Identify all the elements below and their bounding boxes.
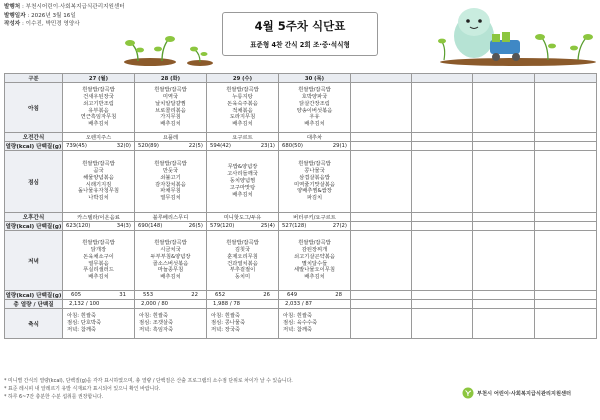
- dinner-cell: [279, 231, 351, 291]
- protein-value: 27(2): [332, 223, 347, 229]
- total-label: 총 열량 / 단백질: [5, 300, 63, 309]
- nutrition-cell: [63, 142, 135, 151]
- empty-cell: [351, 222, 412, 231]
- snack-cell: 요구르트: [207, 133, 279, 142]
- menu-item: 우유: [309, 114, 320, 121]
- menu-item: 건과열치볶음: [227, 260, 258, 267]
- porridge-item: 저녁: 장국죽: [211, 327, 241, 334]
- empty-cell: [535, 231, 597, 291]
- porridge-item: 점심: 조갯살죽: [139, 319, 174, 326]
- author-label: 작성자: [4, 21, 21, 27]
- author: 이수진, 박민경 영양사: [25, 21, 80, 27]
- nutrition-cell: [63, 291, 135, 300]
- menu-item: 곰국: [93, 167, 104, 174]
- menu-item: 마늘종무침: [157, 267, 184, 274]
- menu-item: 흰쌀밥/잡곡밥: [226, 239, 259, 246]
- breakfast-cell: [207, 83, 279, 133]
- kcal-value: 739(45): [66, 143, 87, 149]
- sprout-illustration-mid: [185, 44, 215, 66]
- kcal-value: 594(42): [210, 143, 231, 149]
- total-row: [5, 300, 597, 309]
- celebration-cell: [279, 309, 351, 339]
- empty-cell: [351, 83, 412, 133]
- title-box: [222, 12, 378, 56]
- empty-cell: [473, 83, 535, 133]
- center-logo: [462, 387, 571, 399]
- menu-item: 세발나물오이무침: [294, 267, 335, 274]
- menu-item: 시금치국: [160, 246, 181, 253]
- menu-item: 해물양념볶음: [83, 174, 114, 181]
- menu-item: 감자참치볶음: [155, 181, 186, 188]
- empty-cell: [412, 222, 473, 231]
- menu-item: 흰쌀밥/잡곡밥: [298, 86, 331, 93]
- menu-item: 멸치달수들: [301, 260, 328, 267]
- kcal-value: 690(148): [138, 223, 163, 229]
- menu-item: 미역국: [162, 93, 179, 100]
- menu-item: 배추김치: [304, 121, 325, 128]
- empty-cell: [351, 142, 412, 151]
- total-cell: 2,033 / 87: [279, 300, 351, 309]
- empty-cell: [412, 133, 473, 142]
- kcal-value: 649: [287, 292, 298, 298]
- nutrition-cell: [207, 222, 279, 231]
- breakfast-cell: [279, 83, 351, 133]
- nutrition-cell: [135, 222, 207, 231]
- sprout-illustration-left: [120, 28, 180, 66]
- day-header: 28 (화): [135, 74, 207, 83]
- menu-item: 흰쌀밥/잡곡밥: [154, 86, 187, 93]
- lunch-label: 점심: [5, 151, 63, 213]
- total-cell: 1,988 / 78: [207, 300, 279, 309]
- total-cell: 2,132 / 100: [63, 300, 135, 309]
- empty-cell: [351, 213, 412, 222]
- menu-item: 브로콜리볶음: [155, 107, 186, 114]
- menu-item: 흰쌀밥/잡곡밥: [82, 239, 115, 246]
- menu-item: 파채무침: [160, 188, 181, 195]
- porridge-item: 점심: 단호박죽: [67, 319, 102, 326]
- lunch-cell: [207, 151, 279, 213]
- porridge-item: 저녁: 참깨죽: [67, 327, 97, 334]
- empty-cell: [535, 133, 597, 142]
- pm-snack-label: 오후간식: [5, 213, 63, 222]
- nutrition-cell: [279, 222, 351, 231]
- menu-item: 배추김치: [160, 274, 181, 281]
- publisher-label: 발행처: [4, 4, 21, 10]
- menu-item: 김칫국: [234, 246, 251, 253]
- empty-cell: [535, 151, 597, 213]
- nutrition-cell: [135, 142, 207, 151]
- menu-item: 흰쌀밥/잡곡밥: [154, 239, 187, 246]
- kcal-value: 579(120): [210, 223, 235, 229]
- day-header-row: [5, 74, 597, 83]
- lunch-cell: [279, 151, 351, 213]
- protein-value: 28: [335, 292, 342, 298]
- empty-cell: [535, 213, 597, 222]
- menu-item: 적채볶음: [232, 107, 253, 114]
- empty-cell: [412, 83, 473, 133]
- menu-item: 배추김치: [232, 191, 253, 198]
- menu-item: 열무볶음: [88, 260, 109, 267]
- center-name: 부천시 어린이·사회복지급식관리지원센터: [477, 390, 571, 397]
- menu-item: 흰쌀밥/잡곡밥: [298, 160, 331, 167]
- kcal-value: 527(128): [282, 223, 307, 229]
- nutrition-cell: [135, 291, 207, 300]
- dinner-nutrition-row: [5, 291, 597, 300]
- menu-item: 배추김치: [160, 121, 181, 128]
- porridge-item: 점심: 콩나물죽: [211, 319, 246, 326]
- menu-item: 배추김치: [88, 274, 109, 281]
- menu-item: 배추김치: [232, 121, 253, 128]
- protein-value: 31: [119, 292, 126, 298]
- empty-cell: [473, 300, 535, 309]
- empty-cell: [535, 222, 597, 231]
- menu-item: 쇠불고기: [160, 174, 181, 181]
- empty-cell: [535, 142, 597, 151]
- am-snack-row: [5, 133, 597, 142]
- empty-cell: [351, 300, 412, 309]
- empty-day-header: [412, 74, 473, 83]
- empty-cell: [473, 151, 535, 213]
- total-cell: 2,000 / 80: [135, 300, 207, 309]
- menu-item: 배추김치: [88, 121, 109, 128]
- lunch-cell: [135, 151, 207, 213]
- menu-item: 도라지무침: [229, 114, 256, 121]
- menu-item: 동치양념찜: [229, 178, 256, 185]
- celebration-cell: [135, 309, 207, 339]
- menu-item: 돌나물유자청무침: [78, 188, 119, 195]
- breakfast-nutrition-row: [5, 142, 597, 151]
- empty-cell: [351, 291, 412, 300]
- empty-cell: [535, 291, 597, 300]
- kcal-value: 652: [215, 292, 226, 298]
- menu-item: 건새우된장국: [83, 93, 114, 100]
- nutrition-cell: [279, 142, 351, 151]
- kcal-value: 553: [143, 292, 154, 298]
- day-header: 27 (월): [63, 74, 135, 83]
- menu-item: 부추겉절이: [229, 267, 256, 274]
- kcal-value: 680(50): [282, 143, 303, 149]
- menu-item: 양배추찜&쌈장: [297, 188, 332, 195]
- menu-item: 쇠고기반조림: [83, 100, 114, 107]
- menu-item: 배추김치: [304, 274, 325, 281]
- footnote: * 표준 레시피 내 알레르기 유발 식재료가 표시되어 있으니 확인 바랍니다.: [4, 386, 161, 392]
- porridge-item: 저녁: 흑임자죽: [139, 327, 174, 334]
- empty-day-header: [351, 74, 412, 83]
- breakfast-row: [5, 83, 597, 133]
- snack-cell: 대추차: [279, 133, 351, 142]
- menu-item: 흰쌀밥/잡곡밥: [154, 160, 187, 167]
- empty-cell: [535, 83, 597, 133]
- celebration-label: 축식: [5, 309, 63, 339]
- menu-item: 닭살간장조림: [299, 100, 330, 107]
- menu-item: 돈육숙주볶음: [227, 100, 258, 107]
- empty-cell: [473, 142, 535, 151]
- snack-cell: 버터쿠키/요구르트: [279, 213, 351, 222]
- menu-item: 가지무침: [160, 114, 181, 121]
- menu-item: 열무김치: [160, 195, 181, 202]
- porridge-item: 아침: 흰쌀죽: [211, 312, 241, 319]
- empty-cell: [412, 300, 473, 309]
- porridge-item: 점심: 육수수죽: [283, 319, 318, 326]
- empty-cell: [412, 151, 473, 213]
- footnotes: [4, 377, 293, 401]
- page-subtitle: 표준형 4찬 간식 2회 조·중·석식형: [250, 41, 350, 49]
- menu-item: 훈제오리무침: [227, 253, 258, 260]
- empty-cell: [535, 300, 597, 309]
- menu-item: 쇠고기살곤약볶음: [294, 253, 335, 260]
- footnote: * 하루 6~7잔 충분한 수분 섭취를 권장합니다.: [4, 394, 104, 400]
- protein-value: 29(1): [332, 143, 347, 149]
- empty-cell: [412, 291, 473, 300]
- snack-cell: 카스텔라/이온음료: [63, 213, 135, 222]
- dinner-cell: [135, 231, 207, 291]
- am-snack-label: 오전간식: [5, 133, 63, 142]
- menu-item: 양송이버섯볶음: [296, 107, 333, 114]
- empty-cell: [473, 309, 535, 339]
- empty-cell: [412, 213, 473, 222]
- empty-cell: [473, 133, 535, 142]
- menu-item: 연근흑임자무침: [80, 114, 117, 121]
- menu-item: 푸실리샐러드: [83, 267, 114, 274]
- empty-cell: [351, 151, 412, 213]
- breakfast-cell: [135, 83, 207, 133]
- empty-cell: [535, 309, 597, 339]
- nutrition-cell: [207, 291, 279, 300]
- publish-date: 2026년 3월 16일: [31, 12, 76, 19]
- center-logo-icon: [462, 387, 474, 399]
- page-title: 4월 5주차 식단표: [254, 19, 346, 33]
- publication-info: 발행처 : 부천시어린이·사회복지급식관리지원센터 발행일자 : 2026년 3월 16일 작성자 : 이수진, 박민경 영양사: [4, 4, 125, 27]
- protein-value: 25(4): [260, 223, 275, 229]
- breakfast-cell: [63, 83, 135, 133]
- menu-item: 돈육채소구이: [83, 253, 114, 260]
- porridge-item: 아침: 흰쌀죽: [67, 312, 97, 319]
- protein-value: 32(0): [116, 143, 131, 149]
- empty-cell: [412, 231, 473, 291]
- menu-item: 감된장찌개: [301, 246, 328, 253]
- menu-item: 누룽지탕: [232, 93, 253, 100]
- menu-item: 흰쌀밥/잡곡밥: [226, 86, 259, 93]
- snack-cell: 미니핫도그/두유: [207, 213, 279, 222]
- celebration-cell: [63, 309, 135, 339]
- menu-item: 고사리들깨국: [227, 171, 258, 178]
- nutrition-label: 열량(kcal) 단백질(g): [5, 222, 63, 231]
- empty-cell: [351, 133, 412, 142]
- protein-value: 22: [191, 292, 198, 298]
- lunch-cell: [63, 151, 135, 213]
- protein-value: 22(5): [188, 143, 203, 149]
- celebration-cell: [207, 309, 279, 339]
- publisher: 부천시어린이·사회복지급식관리지원센터: [25, 4, 125, 10]
- menu-item: 시래기지짐: [85, 181, 112, 188]
- snack-cell: 오렌지주스: [63, 133, 135, 142]
- menu-item: 만둣국: [162, 167, 179, 174]
- kcal-value: 520(89): [138, 143, 159, 149]
- menu-item: 두부부침&양념장: [150, 253, 191, 260]
- kcal-value: 623(120): [66, 223, 91, 229]
- menu-item: 닭개장: [90, 246, 107, 253]
- pm-snack-row: [5, 213, 597, 222]
- breakfast-label: 아침: [5, 83, 63, 133]
- menu-item: 호박양파국: [301, 93, 328, 100]
- snack-cell: 블루베리스무디: [135, 213, 207, 222]
- menu-item: 삼겹살볶음밥: [299, 174, 330, 181]
- menu-item: 미역줄기맛살볶음: [294, 181, 335, 188]
- day-header: 29 (수): [207, 74, 279, 83]
- dinner-cell: [207, 231, 279, 291]
- empty-cell: [412, 142, 473, 151]
- weekly-menu-table: [4, 73, 597, 339]
- protein-value: 34(3): [116, 223, 131, 229]
- protein-value: 23(1): [260, 143, 275, 149]
- protein-value: 26(5): [188, 223, 203, 229]
- menu-item: 파김치: [306, 195, 323, 202]
- lunch-row: [5, 151, 597, 213]
- footnote: * 미니별 간식의 열량(kcal), 단백질(g)을 각각 표시하였으며, 총 열량 / 단백질은 산출 프로그램의 소수점 단위로 차이가 날 수 있습니다.: [4, 378, 293, 384]
- empty-cell: [412, 309, 473, 339]
- day-header: 30 (목): [279, 74, 351, 83]
- menu-item: 유부볶음: [88, 107, 109, 114]
- nutrition-cell: [207, 142, 279, 151]
- header: [0, 0, 600, 66]
- empty-cell: [351, 309, 412, 339]
- empty-cell: [351, 231, 412, 291]
- porridge-item: 아침: 흰쌀죽: [139, 312, 169, 319]
- empty-cell: [473, 291, 535, 300]
- nutrition-cell: [63, 222, 135, 231]
- menu-item: 흰쌀밥/잡곡밥: [82, 86, 115, 93]
- nutrition-cell: [279, 291, 351, 300]
- dinner-label: 저녁: [5, 231, 63, 291]
- menu-item: 동치미: [234, 274, 251, 281]
- menu-item: 흰쌀밥/잡곡밥: [298, 239, 331, 246]
- porridge-item: 저녁: 참깨죽: [283, 327, 313, 334]
- kcal-value: 605: [71, 292, 82, 298]
- lunch-nutrition-row: [5, 222, 597, 231]
- empty-day-header: [473, 74, 535, 83]
- dinner-row: [5, 231, 597, 291]
- menu-item: 골소스버섯볶음: [152, 260, 189, 267]
- protein-value: 26: [263, 292, 270, 298]
- corner-cell: 구분: [5, 74, 63, 83]
- snack-cell: 요플레: [135, 133, 207, 142]
- menu-item: 무밥&양념장: [227, 164, 258, 171]
- empty-cell: [473, 222, 535, 231]
- dinner-cell: [63, 231, 135, 291]
- date-label: 발행일자: [4, 12, 26, 19]
- mascot-illustration: [438, 2, 598, 66]
- menu-item: 흰쌀밥/잡곡밥: [82, 160, 115, 167]
- empty-cell: [473, 213, 535, 222]
- menu-item: 고구마맛탕: [229, 184, 256, 191]
- empty-day-header: [535, 74, 597, 83]
- porridge-item: 아침: 흰쌀죽: [283, 312, 313, 319]
- menu-item: 나박김치: [88, 195, 109, 202]
- celebration-row: [5, 309, 597, 339]
- menu-item: 콩나물국: [304, 167, 325, 174]
- empty-cell: [473, 231, 535, 291]
- nutrition-label: 열량(kcal) 단백질(g): [5, 291, 63, 300]
- menu-item: 날치알달걀찜: [155, 100, 186, 107]
- nutrition-label: 열량(kcal) 단백질(g): [5, 142, 63, 151]
